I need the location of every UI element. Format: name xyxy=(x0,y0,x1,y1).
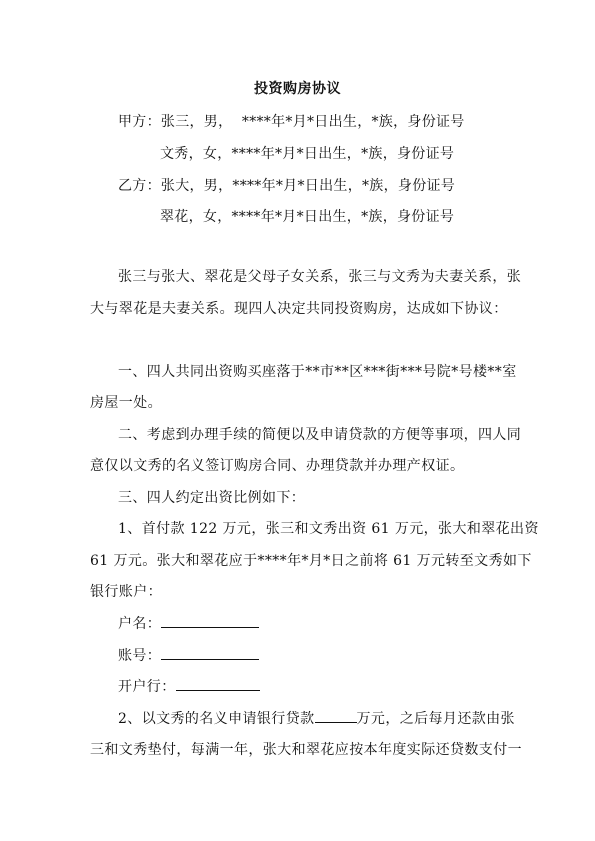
item-2-text-b: 万元，之后每月还款由张 xyxy=(356,711,515,727)
party-b-spouse-line: 翠花，女，****年*月*日出生，*族，身份证号 xyxy=(160,209,455,225)
account-bank-blank[interactable] xyxy=(176,676,260,691)
account-number-label: 账号： xyxy=(118,648,162,664)
party-a-spouse-line: 文秀，女，****年*月*日出生，*族，身份证号 xyxy=(160,146,455,162)
item-2-text-a: 2、以文秀的名义申请银行贷款 xyxy=(118,711,315,727)
account-bank-row xyxy=(118,676,260,696)
account-number-row xyxy=(118,645,259,665)
loan-amount-blank[interactable] xyxy=(315,708,357,723)
party-a-line: 甲方：张三，男， ****年*月*日出生，*族，身份证号 xyxy=(118,114,465,130)
document-title: 投资购房协议 xyxy=(254,81,341,97)
clause-1-line-2: 房屋一处。 xyxy=(90,395,162,411)
account-number-blank[interactable] xyxy=(161,645,259,660)
clause-3-line: 三、四人约定出资比例如下： xyxy=(118,490,306,506)
account-bank-label: 开户行： xyxy=(118,679,176,695)
item-1-line-2: 61 万元。张大和翠花应于****年*月*日之前将 61 万元转至文秀如下 xyxy=(90,553,532,569)
item-1-line-3: 银行账户： xyxy=(90,584,162,600)
item-1-line-1: 1、首付款 122 万元，张三和文秀出资 61 万元，张大和翠花出资 xyxy=(118,521,539,537)
account-name-label: 户名： xyxy=(118,616,162,632)
intro-line-2: 大与翠花是夫妻关系。现四人决定共同投资购房，达成如下协议： xyxy=(90,301,508,317)
account-name-row xyxy=(118,613,259,633)
clause-1-line-1: 一、四人共同出资购买座落于**市**区***街***号院*号楼**室 xyxy=(118,364,517,380)
account-name-blank[interactable] xyxy=(161,613,259,628)
clause-2-line-2: 意仅以文秀的名义签订购房合同、办理贷款并办理产权证。 xyxy=(90,458,465,474)
party-b-line: 乙方：张大，男，****年*月*日出生，*族，身份证号 xyxy=(118,178,456,194)
item-2-line-2: 三和文秀垫付，每满一年，张大和翠花应按本年度实际还贷数支付一 xyxy=(90,742,522,758)
intro-line-1: 张三与张大、翠花是父母子女关系，张三与文秀为夫妻关系，张 xyxy=(118,269,522,285)
clause-2-line-1: 二、考虑到办理手续的简便以及申请贷款的方便等事项，四人同 xyxy=(118,427,522,443)
item-2-line-1 xyxy=(118,708,515,728)
